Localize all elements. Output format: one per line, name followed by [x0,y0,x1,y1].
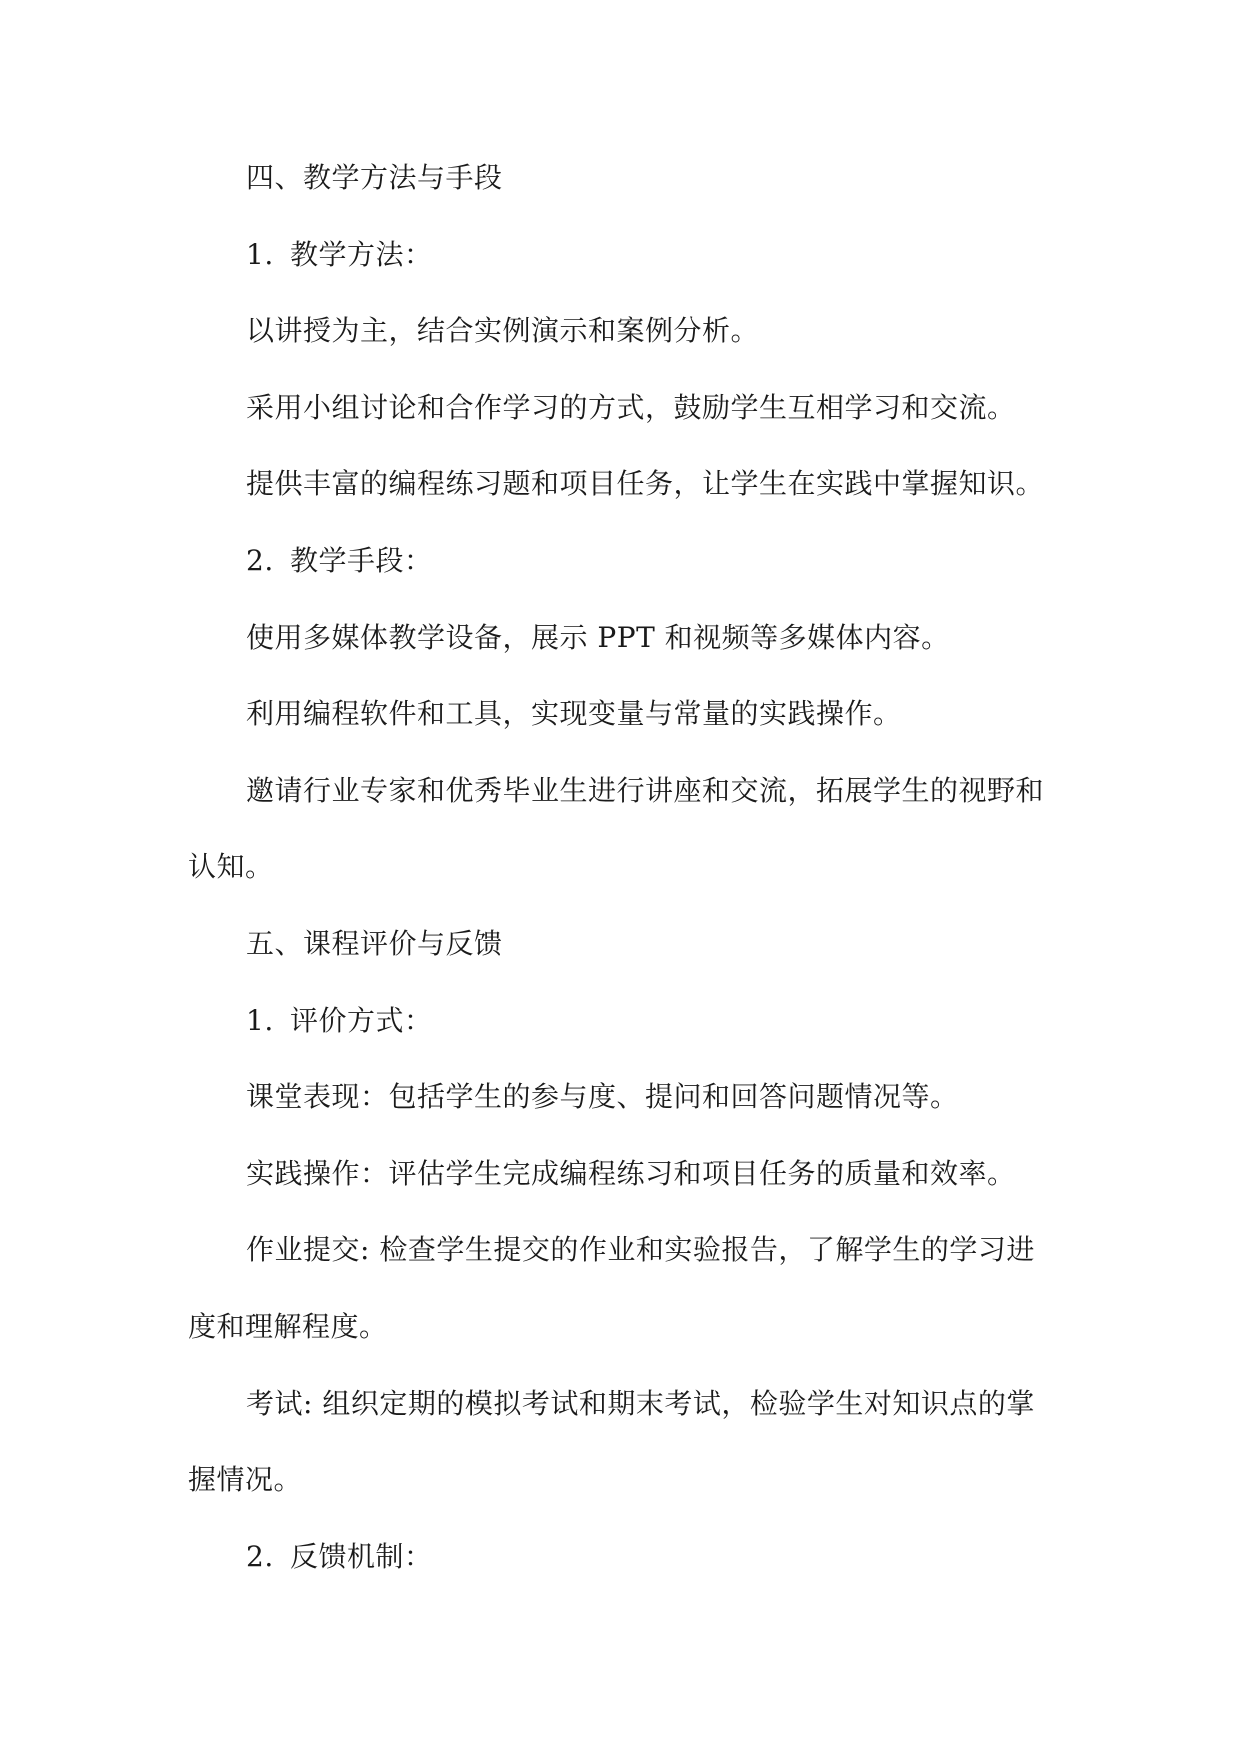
item-title: 教学手段： [290,543,433,577]
section-4-item-1 [188,217,1050,294]
section-5-heading: 五、课程评价与反馈 [246,926,503,960]
evaluation-homework-line-1: 作业提交: 检查学生提交的作业和实验报告，了解学生的学习进 [246,1233,1035,1267]
section-5-item-1 [188,983,1050,1060]
section-4-item-2 [188,523,1050,600]
method-paragraph-2: 采用小组讨论和合作学习的方式，鼓励学生互相学习和交流。 [246,390,1016,424]
evaluation-homework-line-2: 度和理解程度。 [188,1309,388,1343]
means-paragraph-3-line-2: 认知。 [188,850,274,884]
evaluation-practice: 实践操作：评估学生完成编程练习和项目任务的质量和效率。 [246,1156,1016,1190]
evaluation-exam-line-1: 考试: 组织定期的模拟考试和期末考试，检验学生对知识点的掌 [246,1386,1035,1420]
means-paragraph-2: 利用编程软件和工具，实现变量与常量的实践操作。 [246,697,902,731]
means-paragraph-3-line-1: 邀请行业专家和优秀毕业生进行讲座和交流，拓展学生的视野和 [246,773,1045,807]
item-title: 反馈机制： [290,1539,433,1573]
item-number: 1. [246,237,274,271]
item-number: 2. [246,543,274,577]
item-number: 2. [246,1539,274,1573]
section-4-heading: 四、教学方法与手段 [246,161,503,194]
section-5-item-2 [188,1519,1050,1596]
item-title: 教学方法： [290,237,433,271]
document-body [188,140,1050,1595]
method-paragraph-3: 提供丰富的编程练习题和项目任务，让学生在实践中掌握知识。 [246,467,1045,501]
method-paragraph-1: 以讲授为主，结合实例演示和案例分析。 [246,314,760,348]
evaluation-classroom: 课堂表现：包括学生的参与度、提问和回答问题情况等。 [246,1080,959,1114]
item-number: 1. [246,1003,274,1037]
means-paragraph-1: 使用多媒体教学设备，展示 PPT 和视频等多媒体内容。 [246,620,950,654]
item-title: 评价方式： [290,1003,433,1037]
evaluation-exam-line-2: 握情况。 [188,1463,303,1497]
